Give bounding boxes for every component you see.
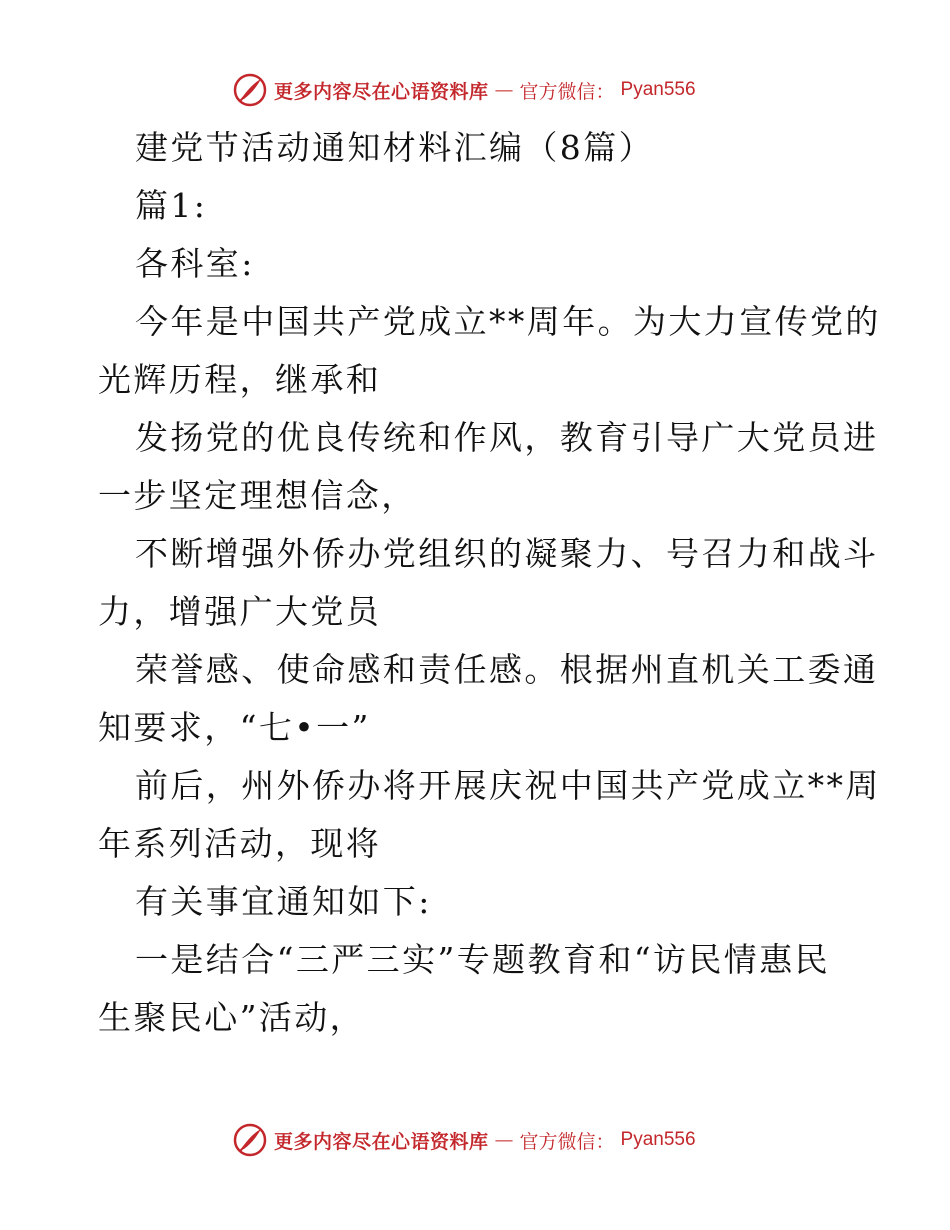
paragraph-line: 光辉历程，继承和 <box>98 360 382 399</box>
banner-contact-id: Pyan556 <box>620 1129 696 1150</box>
document-title: 建党节活动通知材料汇编（8篇） <box>135 128 654 167</box>
paragraph-line: 不断增强外侨办党组织的凝聚力、号召力和战斗 <box>135 534 879 573</box>
footer-banner <box>232 1120 696 1160</box>
paragraph-line: 荣誉感、使命感和责任感。根据州直机关工委通 <box>135 650 879 689</box>
red-quill-logo-icon <box>232 72 268 108</box>
paragraph-line: 发扬党的优良传统和作风，教育引导广大党员进 <box>135 418 879 457</box>
section-heading: 篇1: <box>135 186 208 225</box>
paragraph-line: 前后，州外侨办将开展庆祝中国共产党成立**周 <box>135 766 881 805</box>
paragraph-line: 一步坚定理想信念， <box>98 476 417 515</box>
banner-dash: — <box>494 1129 514 1151</box>
banner-text: 更多内容尽在心语资料库 <box>274 1130 489 1153</box>
salutation: 各科室: <box>135 244 255 283</box>
paragraph-line: 一是结合“三严三实”专题教育和“访民情惠民 <box>135 940 831 979</box>
header-banner <box>232 70 696 110</box>
banner-dash: — <box>494 79 514 101</box>
paragraph-line: 生聚民心”活动， <box>98 998 366 1037</box>
banner-contact-label: 官方微信： <box>519 80 615 103</box>
banner-contact-id: Pyan556 <box>620 79 696 100</box>
paragraph-line: 年系列活动，现将 <box>98 824 382 863</box>
banner-text: 更多内容尽在心语资料库 <box>274 80 489 103</box>
paragraph-line: 力，增强广大党员 <box>98 592 382 631</box>
paragraph-line: 知要求，“七•一” <box>98 708 371 747</box>
paragraph-line: 有关事宜通知如下: <box>135 882 432 921</box>
banner-contact-label: 官方微信： <box>519 1130 615 1153</box>
paragraph-line: 今年是中国共产党成立**周年。为大力宣传党的 <box>135 302 881 341</box>
red-quill-logo-icon <box>232 1122 268 1158</box>
document-body <box>98 119 881 1047</box>
